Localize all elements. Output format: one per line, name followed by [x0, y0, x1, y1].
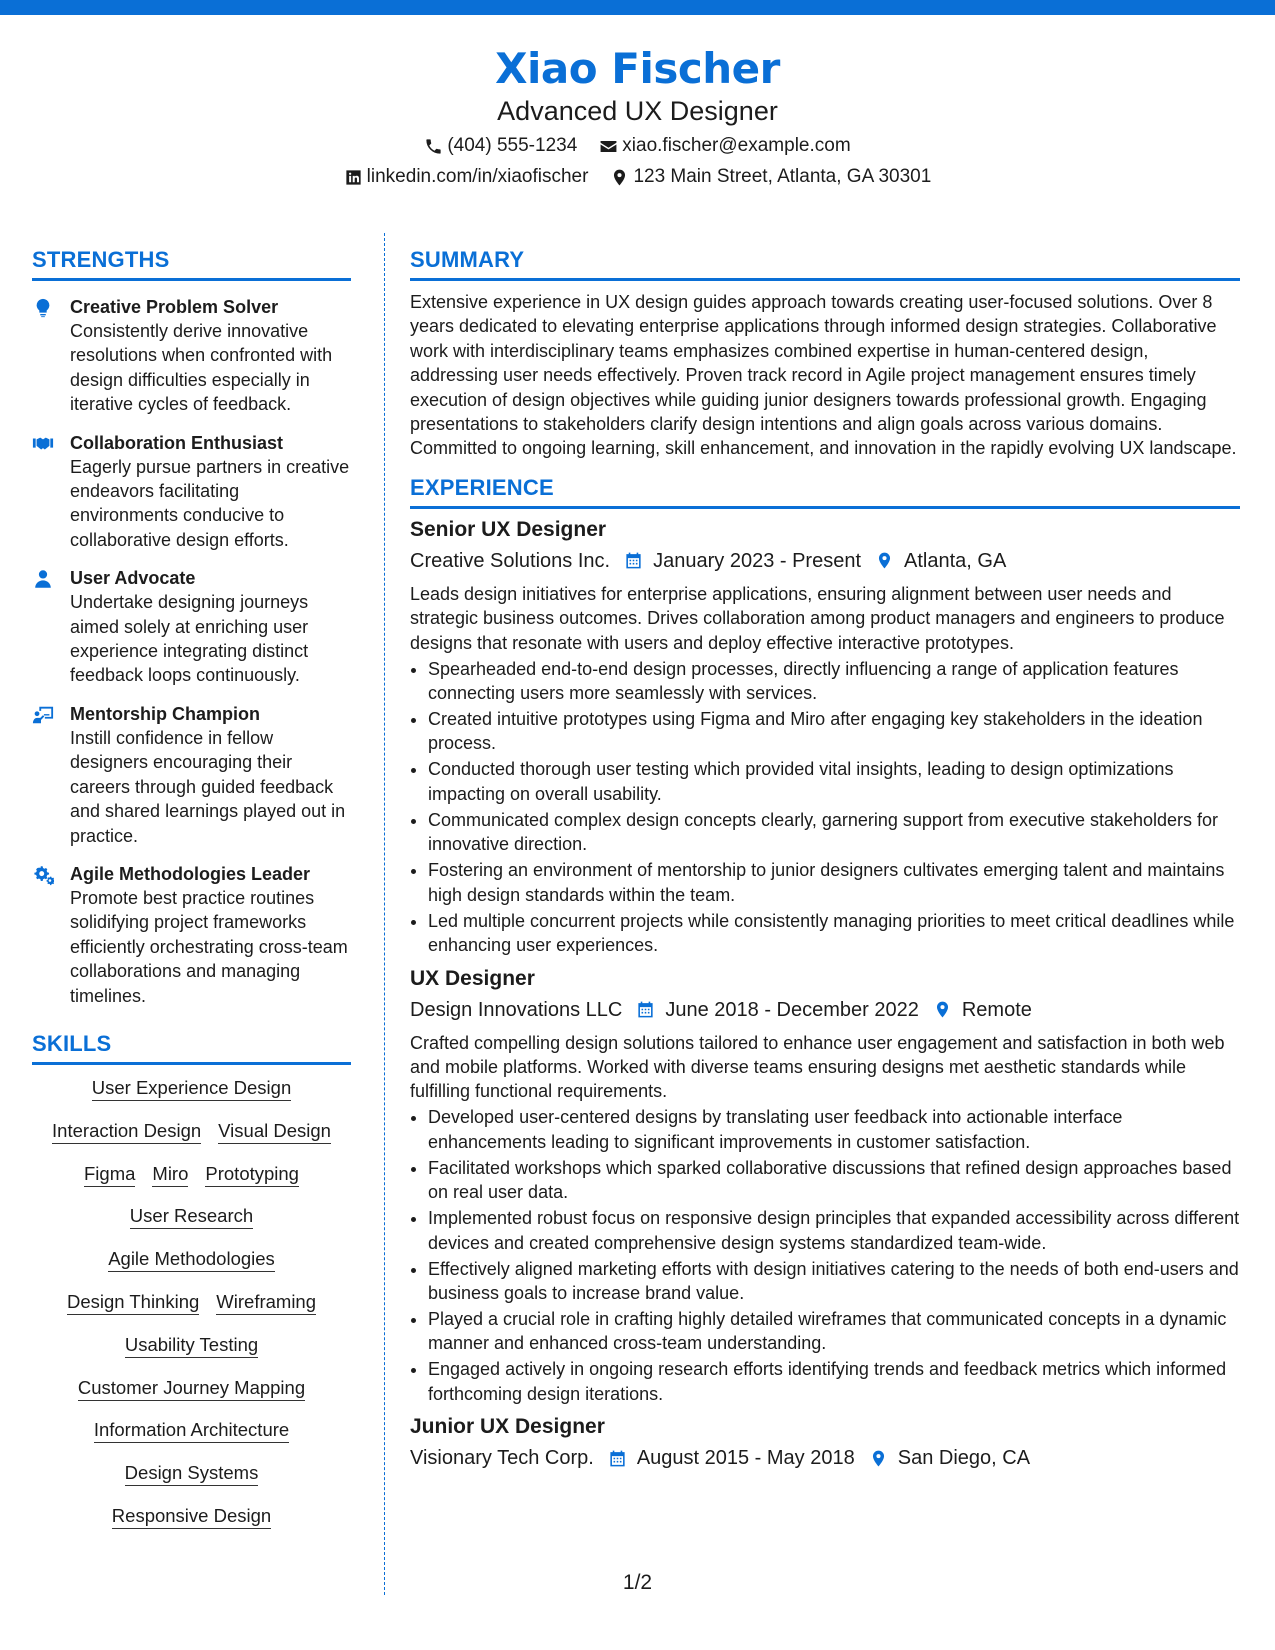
- skill-row: [32, 1505, 351, 1529]
- skill-tag: Usability Testing: [125, 1334, 258, 1358]
- skill-tag: Miro: [152, 1163, 188, 1187]
- calendar-icon: [624, 551, 643, 570]
- strength-item: [32, 295, 351, 417]
- skill-tag: User Experience Design: [92, 1077, 291, 1101]
- strength-desc: Consistently derive innovative resolutions when confronted with design difficulties especially in iterative cycles of feedback.: [70, 321, 333, 415]
- strengths-heading: STRENGTHS: [32, 247, 170, 272]
- job-description: Crafted compelling design solutions tailored to enhance user engagement and satisfaction in both web and mobile platforms. Worked with diverse teams ensuring designs met aesthetic standards while fulfilling functional requirements.: [410, 1032, 1225, 1102]
- skills-heading: SKILLS: [32, 1030, 112, 1056]
- contact-phone: [424, 134, 577, 158]
- skill-row: [32, 1163, 351, 1187]
- page-number: 1/2: [622, 1571, 653, 1594]
- skill-tag: Visual Design: [218, 1120, 331, 1144]
- job-description: Leads design initiatives for enterprise applications, ensuring alignment between user needs and strategic business outcomes. Drives collaboration among product managers and engineers to produce designs that resonate with users and deploy effective interactive prototypes.: [410, 583, 1225, 653]
- job-location: Atlanta, GA: [904, 549, 1007, 572]
- strength-item: [32, 431, 351, 553]
- job-company: Design Innovations LLC: [410, 998, 623, 1021]
- skill-tag: Wireframing: [216, 1291, 316, 1315]
- skills-rule: [32, 1062, 351, 1065]
- location-pin-icon: [610, 168, 629, 187]
- summary-text: Extensive experience in UX design guides approach towards creating user-focused solutions. Over 8 years dedicated to elevating enterprise applications through informed design strategies. Collaborative work with interdisciplinary teams emphasizes combined expertise in human-centered design, addressing user needs effectively. Proven track record in Agile project management ensures timely execution of design objectives while guiding junior designers towards professional growth. Engaging presentations to stakeholders clarify design intentions and align goals across various domains. Committed to ongoing learning, skill enhancement, and innovation in the rapidly evolving UX landscape.: [410, 292, 1237, 459]
- linkedin-icon: [344, 168, 363, 187]
- job-location: San Diego, CA: [897, 1447, 1031, 1470]
- job-bullet: • Effectively aligned marketing efforts with design initiatives catering to the needs of both end-users and business goals to increase brand value.: [428, 1257, 1240, 1306]
- job-meta: [410, 547, 1240, 575]
- job-bullet: • Played a crucial role in crafting highly detailed wireframes that communicated concepts in a dynamic manner and enhanced cross-team understanding.: [428, 1307, 1240, 1356]
- experience-rule: [410, 506, 1240, 509]
- strength-desc: Instill confidence in fellow designers encouraging their careers through guided feedback and shared learnings played out in practice.: [70, 727, 346, 846]
- job-bullet: • Engaged actively in ongoing research efforts identifying trends and feedback metrics which informed forthcoming design iterations.: [428, 1357, 1240, 1406]
- strength-title: Mentorship Champion: [70, 703, 260, 724]
- cogs-icon: [32, 864, 54, 886]
- strength-item: [32, 566, 351, 688]
- job-meta: [410, 1444, 1240, 1472]
- job-bullet: • Facilitated workshops which sparked collaborative discussions that refined design approaches based on real user data.: [428, 1156, 1240, 1205]
- location-pin-icon: [869, 1449, 888, 1468]
- skill-tag: Design Systems: [125, 1462, 259, 1486]
- summary-heading: SUMMARY: [410, 247, 525, 272]
- right-column: [410, 246, 1240, 1472]
- linkedin-text[interactable]: linkedin.com/in/xiaofischer: [366, 166, 589, 187]
- skill-row: [32, 1077, 351, 1101]
- chalkboard-teacher-icon: [32, 704, 54, 726]
- job-company: Visionary Tech Corp.: [410, 1447, 594, 1470]
- skill-tag: Figma: [84, 1163, 135, 1187]
- skill-tag: Information Architecture: [94, 1419, 289, 1443]
- job-meta: [410, 996, 1240, 1024]
- calendar-icon: [636, 1000, 655, 1019]
- skill-row: [32, 1205, 351, 1229]
- job-bullet: • Created intuitive prototypes using Figma and Miro after engaging key stakeholders in the ideation process.: [428, 707, 1240, 756]
- strength-item: [32, 702, 351, 848]
- strength-item: [32, 862, 351, 1008]
- summary-rule: [410, 278, 1240, 281]
- job-location: Remote: [961, 998, 1032, 1021]
- skill-tag: Interaction Design: [52, 1120, 201, 1144]
- column-divider: [384, 233, 385, 1595]
- resume-header: [0, 42, 1275, 189]
- skill-tag: Customer Journey Mapping: [78, 1377, 305, 1401]
- job-bullet: • Fostering an environment of mentorship to junior designers cultivates emerging talent and maintains high design standards within the team.: [428, 858, 1240, 907]
- job-bullets: [410, 1105, 1240, 1406]
- phone-icon: [424, 137, 443, 156]
- job-bullet: • Led multiple concurrent projects while consistently managing priorities to meet critical deadlines while enhancing user experiences.: [428, 909, 1240, 958]
- skill-tag: User Research: [130, 1205, 253, 1229]
- job-bullet: • Spearheaded end-to-end design processes, directly influencing a range of application features connecting users more seamlessly with services.: [428, 657, 1240, 706]
- left-column: [32, 246, 351, 1529]
- experience-heading: EXPERIENCE: [410, 474, 554, 500]
- skill-row: [32, 1120, 351, 1144]
- job-entry: [410, 516, 1240, 958]
- job-title: Senior UX Designer: [410, 517, 607, 541]
- contact-address: [610, 165, 931, 189]
- phone-text: (404) 555-1234: [447, 135, 578, 156]
- envelope-icon: [599, 137, 618, 156]
- experience-list: [410, 516, 1240, 1472]
- job-dates: August 2015 - May 2018: [636, 1447, 855, 1470]
- candidate-role: Advanced UX Designer: [497, 96, 778, 126]
- location-pin-icon: [875, 551, 894, 570]
- calendar-icon: [608, 1449, 627, 1468]
- contact-row-2: [0, 165, 1275, 189]
- job-bullet: • Conducted thorough user testing which provided vital insights, leading to design optimizations impacting on overall usability.: [428, 757, 1240, 806]
- skills-list: [32, 1077, 351, 1529]
- job-dates: January 2023 - Present: [653, 549, 862, 572]
- strength-title: User Advocate: [70, 568, 196, 589]
- address-text: 123 Main Street, Atlanta, GA 30301: [633, 166, 932, 187]
- job-company: Creative Solutions Inc.: [410, 549, 611, 572]
- skill-row: [32, 1248, 351, 1272]
- strength-title: Collaboration Enthusiast: [70, 432, 284, 453]
- job-title: UX Designer: [410, 966, 535, 990]
- job-entry: [410, 965, 1240, 1407]
- job-bullet: • Developed user-centered designs by translating user feedback into actionable interface enhancements leading to significant improvements in customer satisfaction.: [428, 1105, 1240, 1154]
- strength-title: Agile Methodologies Leader: [70, 863, 311, 884]
- skill-tag: Agile Methodologies: [108, 1248, 275, 1272]
- skill-row: [32, 1377, 351, 1401]
- skill-row: [32, 1462, 351, 1486]
- job-title: Junior UX Designer: [410, 1415, 605, 1439]
- skill-tag: Prototyping: [205, 1163, 299, 1187]
- user-icon: [32, 568, 54, 590]
- contact-row-1: [0, 134, 1275, 158]
- skill-row: [32, 1291, 351, 1315]
- skill-row: [32, 1419, 351, 1443]
- contact-email[interactable]: [599, 134, 850, 158]
- skill-row: [32, 1334, 351, 1358]
- strengths-rule: [32, 278, 351, 281]
- strength-desc: Eagerly pursue partners in creative endeavors facilitating environments conducive to collaborative design efforts.: [70, 456, 350, 550]
- candidate-name: Xiao Fischer: [495, 44, 780, 93]
- email-text[interactable]: xiao.fischer@example.com: [622, 135, 851, 156]
- job-bullet: • Implemented robust focus on responsive design principles that expanded accessibility across different devices and created comprehensive design systems standardized team-wide.: [428, 1206, 1240, 1255]
- skill-tag: Responsive Design: [112, 1505, 271, 1529]
- top-accent-bar: [0, 0, 1275, 15]
- strength-title: Creative Problem Solver: [70, 297, 279, 317]
- location-pin-icon: [933, 1000, 952, 1019]
- handshake-icon: [32, 433, 54, 455]
- job-bullet: • Communicated complex design concepts clearly, garnering support from executive stakeholders for innovative direction.: [428, 808, 1240, 857]
- job-dates: June 2018 - December 2022: [665, 998, 919, 1021]
- strength-desc: Promote best practice routines solidifying project frameworks efficiently orchestrating cross-team collaborations and managing timelines.: [70, 887, 348, 1006]
- lightbulb-icon: [32, 297, 54, 319]
- job-bullets: [410, 657, 1240, 958]
- strength-desc: Undertake designing journeys aimed solely at enriching user experience integrating distinct feedback loops continuously.: [70, 592, 309, 686]
- contact-linkedin[interactable]: [344, 165, 589, 189]
- skill-tag: Design Thinking: [67, 1291, 199, 1315]
- job-entry: [410, 1413, 1240, 1472]
